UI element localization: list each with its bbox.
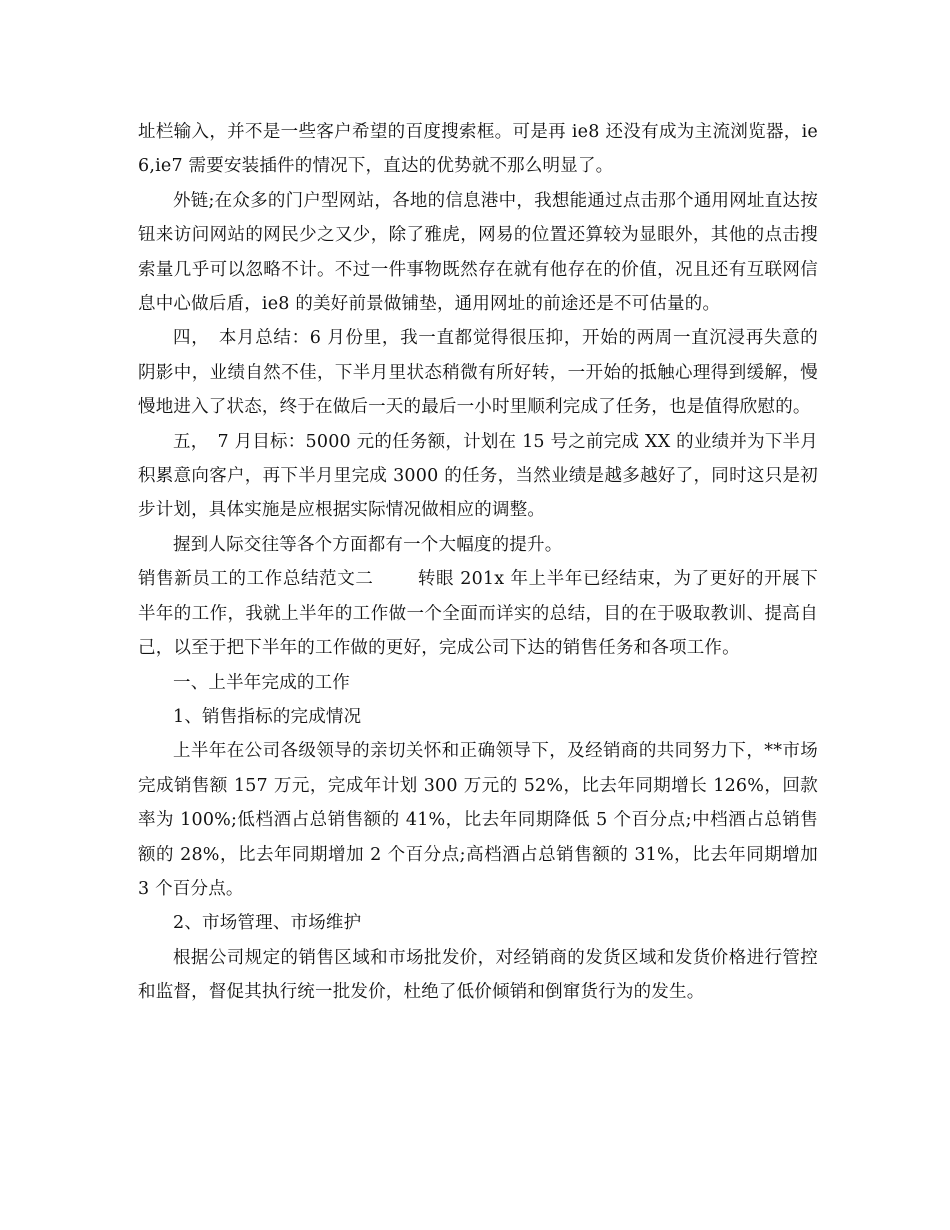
paragraph-interpersonal: 握到人际交往等各个方面都有一个大幅度的提升。 bbox=[173, 534, 563, 555]
section-heading-work-completed: 一、上半年完成的工作 bbox=[173, 672, 350, 693]
paragraph-sales-results: 上半年在公司各级领导的亲切关怀和正确领导下，及经销商的共同努力下，**市场完成销售额 157 万元，完成年计划 300 万元的 52%，比去年同期增长 126%，回款率为 100%;低档酒占总销售额的 41%，比去年同期降低 5 个百分点;中档酒占总销售额的 28%，比去年同期增加 2 个百分点;高档酒占总销售额的 31%，比去年同期增加 3 个百分点。 bbox=[138, 741, 818, 899]
paragraph-monthly-summary: 四， 本月总结：6 月份里，我一直都觉得很压抑，开始的两周一直沉浸再失意的阴影中，业绩自然不佳，下半月里状态稍微有所好转，一开始的抵触心理得到缓解，慢慢地进入了状态，终于在做后一天的最后一小时里顺利完成了任务，也是值得欣慰的。 bbox=[138, 328, 818, 418]
subheading-market-management: 2、市场管理、市场维护 bbox=[173, 913, 362, 934]
paragraph-continuation: 址栏输入，并不是一些客户希望的百度搜索框。可是再 ie8 还没有成为主流浏览器，ie6,ie7 需要安装插件的情况下，直达的优势就不那么明显了。 bbox=[138, 122, 818, 177]
paragraph-market-control: 根据公司规定的销售区域和市场批发价，对经销商的发货区域和发货价格进行管控和监督，督促其执行统一批发价，杜绝了低价倾销和倒窜货行为的发生。 bbox=[138, 947, 818, 1003]
paragraph-external-links: 外链;在众多的门户型网站，各地的信息港中，我想能通过点击那个通用网址直达按钮来访问网站的网民少之又少，除了雅虎，网易的位置还算较为显眼外，其他的点击搜索量几乎可以忽略不计。不过一件事物既然存在就有他存在的价值，况且还有互联网信息中心做后盾，ie8 的美好前景做铺垫，通用网址的前途还是不可估量的。 bbox=[138, 190, 818, 315]
article-two-title: 销售新员工的工作总结范文二 bbox=[138, 569, 374, 590]
paragraph-july-goal: 五， 7 月目标：5000 元的任务额，计划在 15 号之前完成 XX 的业绩并为下半月积累意向客户，再下半月里完成 3000 的任务，当然业绩是越多越好了，同时这只是初步计划，具体实施是应根据实际情况做相应的调整。 bbox=[138, 431, 818, 521]
paragraph-article-two-intro bbox=[138, 562, 818, 665]
article-two-intro-text: 转眼 201x 年上半年已经结束，为了更好的开展下半年的工作，我就上半年的工作做一个全面而详实的总结，目的在于吸取教训、提高自己，以至于把下半年的工作做的更好，完成公司下达的销售任务和各项工作。 bbox=[138, 569, 818, 659]
document-page bbox=[138, 115, 818, 1010]
subheading-sales-targets: 1、销售指标的完成情况 bbox=[173, 706, 362, 727]
